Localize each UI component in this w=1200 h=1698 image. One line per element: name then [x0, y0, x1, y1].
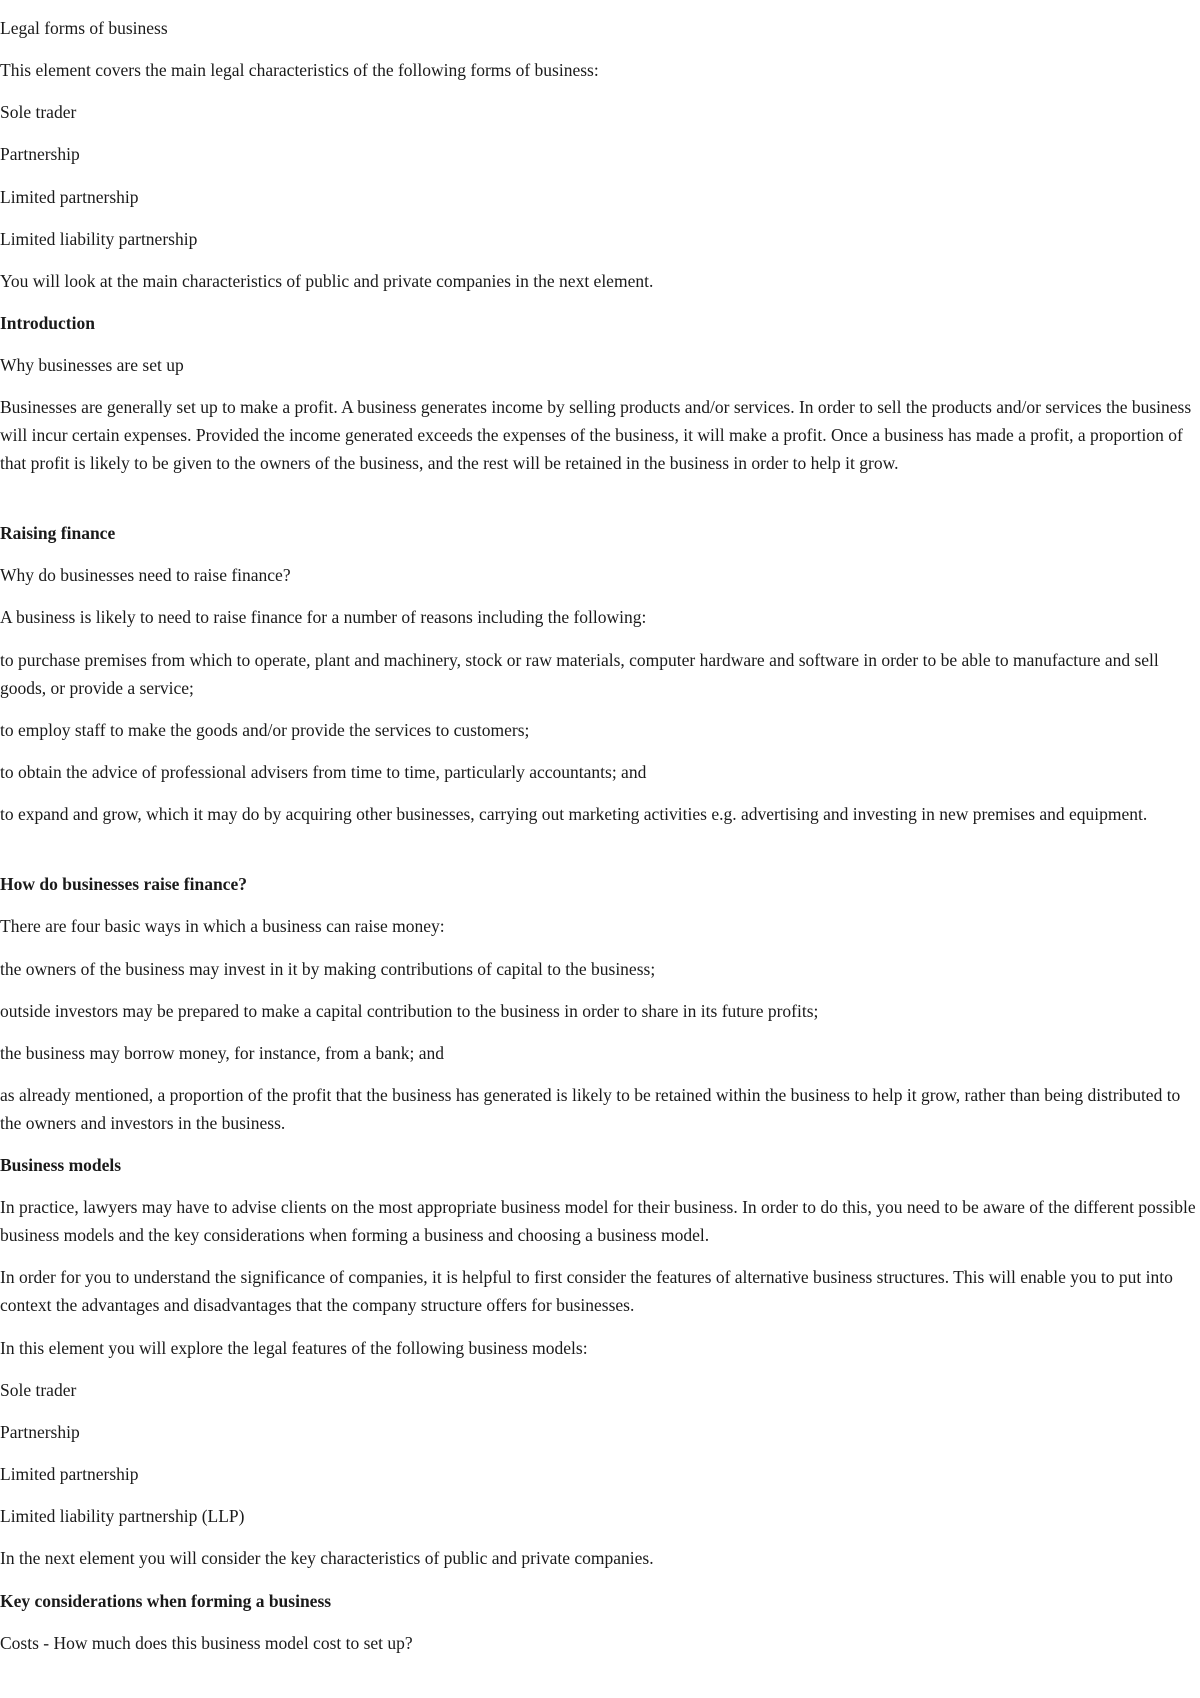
- intro-paragraph: This element covers the main legal characteristics of the following forms of business:: [0, 60, 599, 80]
- business-models-paragraph: In practice, lawyers may have to advise clients on the most appropriate business model for their business. In order to do this, you need to be aware of the different possible business models and the key considerations when forming a business and choosing a business model.: [0, 1197, 1196, 1245]
- how-raise-heading: How do businesses raise finance?: [0, 874, 247, 894]
- document-title: Legal forms of business: [0, 18, 168, 38]
- models-intro: In this element you will explore the legal features of the following business models:: [0, 1338, 588, 1358]
- why-set-up-subheading: Why businesses are set up: [0, 355, 184, 375]
- model-item: Limited partnership: [0, 1464, 139, 1484]
- key-considerations-heading: Key considerations when forming a business: [0, 1591, 332, 1611]
- reasons-intro: A business is likely to need to raise finance for a number of reasons including the following:: [0, 607, 647, 627]
- reason-item: to expand and grow, which it may do by acquiring other businesses, carrying out marketing activities e.g. advertising and investing in new premises and equipment.: [0, 804, 1148, 824]
- raising-finance-heading: Raising finance: [0, 523, 116, 543]
- next-element-note: You will look at the main characteristics of public and private companies in the next element.: [0, 271, 654, 291]
- ways-intro: There are four basic ways in which a business can raise money:: [0, 916, 445, 936]
- reason-item: to employ staff to make the goods and/or provide the services to customers;: [0, 720, 530, 740]
- business-models-heading: Business models: [0, 1155, 122, 1175]
- model-item: Sole trader: [0, 1380, 77, 1400]
- way-item: outside investors may be prepared to make a capital contribution to the business in order to share in its future profits;: [0, 1001, 819, 1021]
- introduction-paragraph: Businesses are generally set up to make a profit. A business generates income by selling products and/or services. In order to sell the products and/or services the business will incur certain expenses. Provided the income generated exceeds the expenses of the business, it will make a profit. Once a business has made a profit, a proportion of that profit is likely to be given to the owners of the business, and the rest will be retained in the business in order to help it grow.: [0, 397, 1192, 473]
- model-item: Limited liability partnership (LLP): [0, 1506, 245, 1526]
- way-item: as already mentioned, a proportion of the profit that the business has generated is likely to be retained within the business to help it grow, rather than being distributed to the owners and investors in the business.: [0, 1085, 1181, 1133]
- form-item: Partnership: [0, 144, 80, 164]
- form-item: Limited partnership: [0, 187, 139, 207]
- business-models-paragraph: In order for you to understand the significance of companies, it is helpful to first consider the features of alternative business structures. This will enable you to put into context the advantages and disadvantages that the company structure offers for businesses.: [0, 1267, 1173, 1315]
- form-item: Limited liability partnership: [0, 229, 198, 249]
- form-item: Sole trader: [0, 102, 77, 122]
- model-item: Partnership: [0, 1422, 80, 1442]
- reason-item: to obtain the advice of professional advisers from time to time, particularly accountants; and: [0, 762, 647, 782]
- reason-item: to purchase premises from which to operate, plant and machinery, stock or raw materials, computer hardware and software in order to be able to manufacture and sell goods, or provide a service;: [0, 650, 1159, 698]
- next-element-note: In the next element you will consider the key characteristics of public and private companies.: [0, 1548, 654, 1568]
- introduction-heading: Introduction: [0, 313, 95, 333]
- way-item: the owners of the business may invest in it by making contributions of capital to the business;: [0, 959, 656, 979]
- costs-consideration: Costs - How much does this business model cost to set up?: [0, 1633, 413, 1653]
- why-raise-finance-subheading: Why do businesses need to raise finance?: [0, 565, 291, 585]
- way-item: the business may borrow money, for instance, from a bank; and: [0, 1043, 445, 1063]
